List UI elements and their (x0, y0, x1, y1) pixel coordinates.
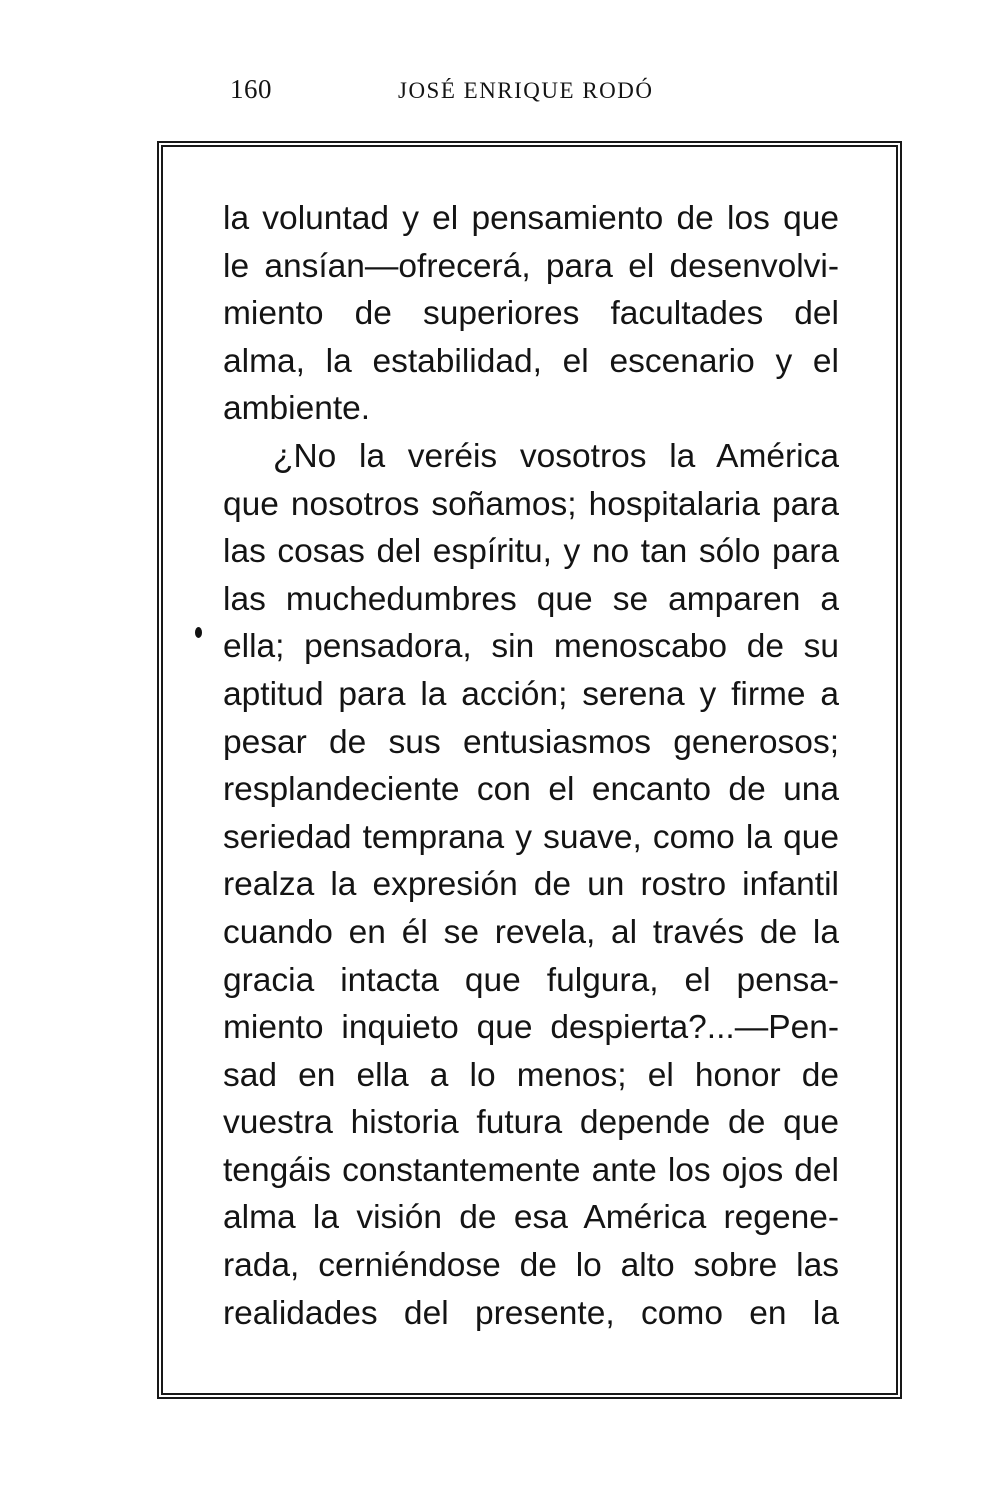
text-line: le ansían—ofrecerá, para el desenvolvi- (223, 247, 839, 285)
text-line: gracia intacta que fulgura, el pensa- (223, 961, 839, 999)
text-line: las cosas del espíritu, y no tan sólo para (223, 533, 839, 571)
text-line: pesar de sus entusiasmos generosos; (223, 723, 839, 761)
text-line: ambiente. (223, 390, 371, 428)
text-line: la voluntad y el pensamiento de los que (223, 200, 839, 237)
text-line: seriedad temprana y suave, como la que (223, 818, 839, 856)
text-line: vuestra historia futura depende de que (223, 1104, 839, 1142)
text-line: resplandeciente con el encanto de una (223, 771, 839, 809)
text-line: alma, la estabilidad, el escenario y el (223, 342, 839, 380)
text-line: realza la expresión de un rostro infantil (223, 866, 839, 904)
text-line: realidades del presente, como en la (223, 1294, 839, 1332)
text-line: alma la visión de esa América regene- (223, 1199, 839, 1237)
text-line: aptitud para la acción; serena y firme a (223, 675, 839, 713)
margin-dot-mark (195, 627, 202, 638)
text-line: sad en ella a lo menos; el honor de (223, 1056, 839, 1094)
text-line: tengáis constantemente ante los ojos del (223, 1151, 839, 1189)
text-line: que nosotros soñamos; hospitalaria para (223, 485, 839, 523)
text-line: rada, cerniéndose de lo alto sobre las (223, 1247, 839, 1285)
page-header (0, 70, 1000, 110)
body-text (223, 195, 839, 1337)
text-line: miento de superiores facultades del (223, 295, 839, 333)
running-head: JOSÉ ENRIQUE RODÓ (398, 78, 654, 103)
text-line: cuando en él se revela, al través de la (223, 913, 839, 951)
text-line: las muchedumbres que se amparen a (223, 580, 839, 618)
text-line: ella; pensadora, sin menoscabo de su (223, 628, 839, 666)
page-number: 160 (230, 74, 272, 104)
text-line: miento inquieto que despierta?...—Pen- (223, 1009, 839, 1047)
text-line: ¿No la veréis vosotros la América (273, 437, 839, 475)
